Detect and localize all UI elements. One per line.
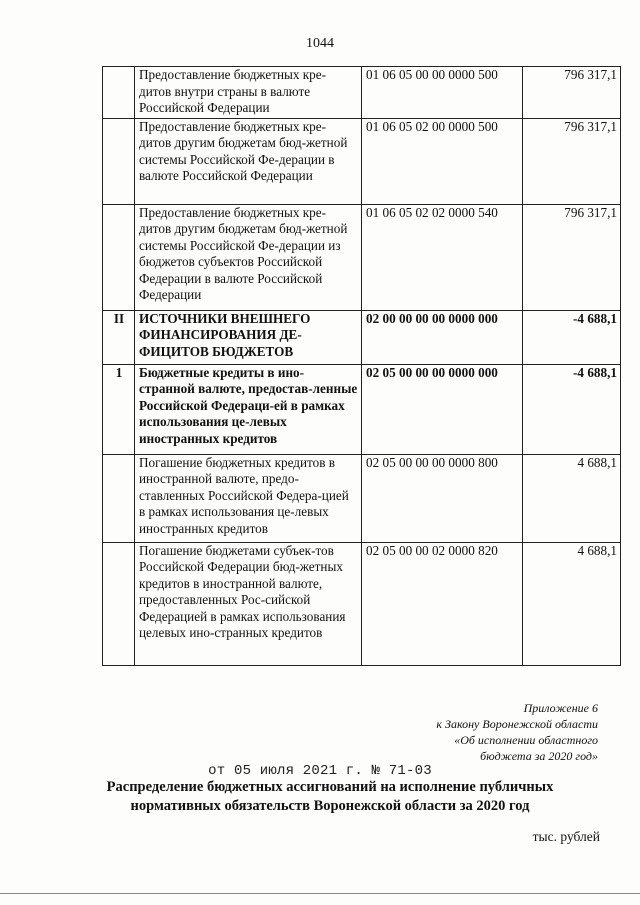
row-number-cell: 1 bbox=[103, 364, 135, 454]
row-name-cell: Бюджетные кредиты в ино-странной валюте, предостав-ленные Российской Федераци-ей в рамках использования це-левых иностранных кредитов bbox=[135, 364, 362, 454]
date-number-stamp: от 05 июля 2021 г. № 71-03 bbox=[208, 763, 432, 779]
row-code-cell: 02 05 00 00 00 0000 000 bbox=[362, 364, 523, 454]
row-value-cell: -4 688,1 bbox=[523, 310, 621, 364]
document-title-line: Распределение бюджетных ассигнований на исполнение публичных bbox=[106, 779, 554, 795]
table-row bbox=[103, 118, 621, 204]
row-name-cell: Предоставление бюджетных кре-дитов другим бюджетам бюд-жетной системы Российской Фе-дерации из бюджетов субъектов Российской Федерации в валюте Российской Федерации bbox=[135, 204, 362, 310]
row-name-cell: Погашение бюджетных кредитов в иностранной валюте, предо-ставленных Российской Федера-цией в рамках использования це-левых иностранных кредитов bbox=[135, 454, 362, 542]
row-value-cell: 796 317,1 bbox=[523, 118, 621, 204]
row-name-cell: Предоставление бюджетных кре-дитов внутри страны в валюте Российской Федерации bbox=[135, 67, 362, 119]
row-value-cell: 4 688,1 bbox=[523, 542, 621, 665]
page-bottom-divider bbox=[0, 893, 640, 894]
row-number-cell bbox=[103, 118, 135, 204]
row-name-cell: ИСТОЧНИКИ ВНЕШНЕГО ФИНАНСИРОВАНИЯ ДЕ-ФИЦИТОВ БЮДЖЕТОВ bbox=[135, 310, 362, 364]
table-row bbox=[103, 204, 621, 310]
document-title-line: нормативных обязательств Воронежской области за 2020 год bbox=[130, 798, 530, 814]
row-value-cell: 796 317,1 bbox=[523, 204, 621, 310]
appendix-line: Приложение 6 bbox=[523, 701, 598, 715]
row-code-cell: 02 00 00 00 00 0000 000 bbox=[362, 310, 523, 364]
budget-sources-table bbox=[102, 66, 621, 666]
row-name-cell: Предоставление бюджетных кре-дитов другим бюджетам бюд-жетной системы Российской Фе-дерации в валюте Российской Федерации bbox=[135, 118, 362, 204]
table-row bbox=[103, 67, 621, 119]
appendix-line: бюджета за 2020 год» bbox=[480, 749, 598, 763]
page-number: 1044 bbox=[306, 36, 334, 51]
row-value-cell: 796 317,1 bbox=[523, 67, 621, 119]
row-number-cell bbox=[103, 204, 135, 310]
units-label: тыс. рублей bbox=[532, 829, 600, 844]
document-title bbox=[60, 778, 600, 816]
row-name-cell: Погашение бюджетами субъек-тов Российской Федерации бюд-жетных кредитов в иностранной валюте, предоставленных Рос-сийской Федерацией в рамках использования целевых ино-странных кредитов bbox=[135, 542, 362, 665]
row-code-cell: 01 06 05 02 02 0000 540 bbox=[362, 204, 523, 310]
table-row bbox=[103, 364, 621, 454]
row-number-cell bbox=[103, 542, 135, 665]
row-code-cell: 02 05 00 00 00 0000 800 bbox=[362, 454, 523, 542]
row-number-cell: II bbox=[103, 310, 135, 364]
row-code-cell: 01 06 05 00 00 0000 500 bbox=[362, 67, 523, 119]
table-row bbox=[103, 310, 621, 364]
appendix-note bbox=[358, 700, 598, 764]
row-number-cell bbox=[103, 67, 135, 119]
appendix-line: «Об исполнении областного bbox=[454, 733, 598, 747]
row-value-cell: -4 688,1 bbox=[523, 364, 621, 454]
appendix-line: к Закону Воронежской области bbox=[436, 717, 598, 731]
table-row bbox=[103, 454, 621, 542]
table-row bbox=[103, 542, 621, 665]
row-number-cell bbox=[103, 454, 135, 542]
row-code-cell: 01 06 05 02 00 0000 500 bbox=[362, 118, 523, 204]
row-code-cell: 02 05 00 00 02 0000 820 bbox=[362, 542, 523, 665]
row-value-cell: 4 688,1 bbox=[523, 454, 621, 542]
